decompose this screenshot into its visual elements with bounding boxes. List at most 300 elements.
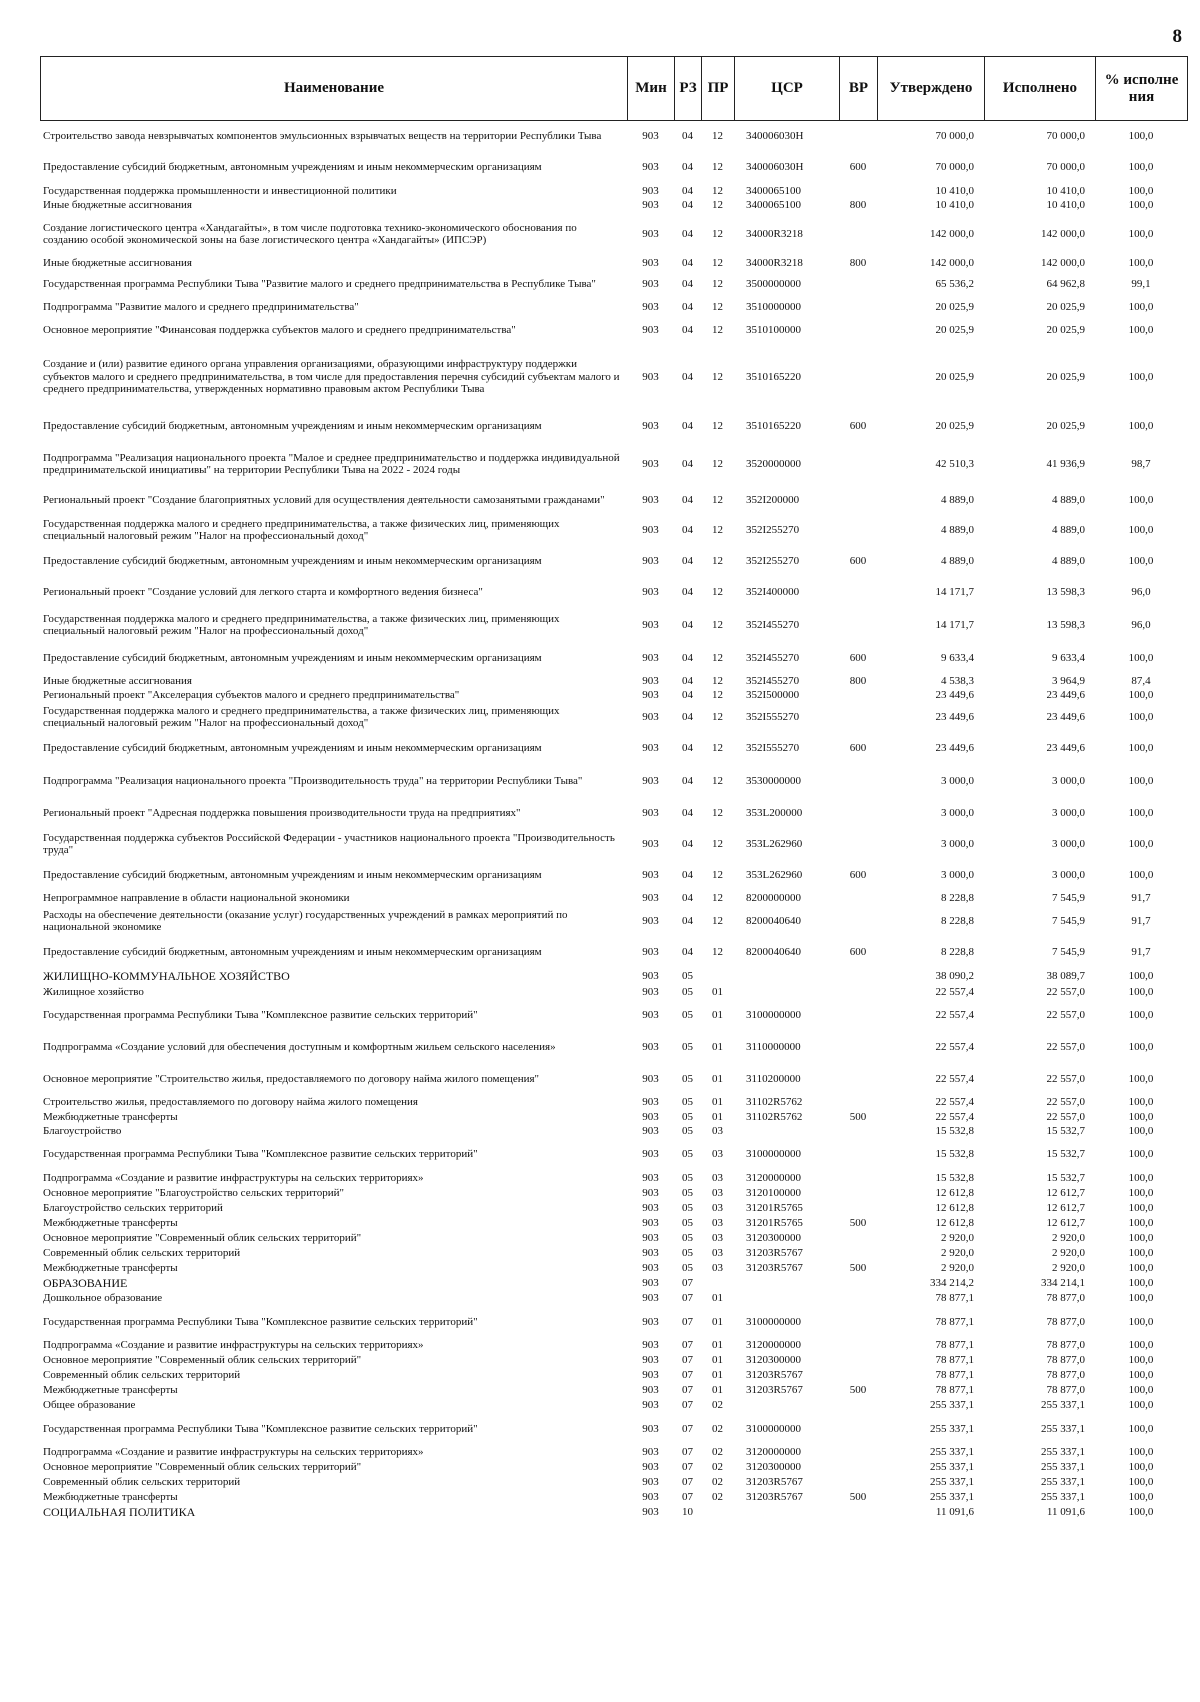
- row-name: Подпрограмма "Реализация национального проекта "Малое и среднее предпринимательство и поддержка индивидуальной предпринимательской инициативы" на территории Республики Тыва на 2022 - 2024 годы: [43, 451, 620, 476]
- table-row: [40, 642, 1187, 674]
- table-row: [40, 828, 1187, 860]
- row-rz: 04: [682, 457, 693, 470]
- row-percent: 91,7: [1131, 891, 1151, 904]
- row-csr: [734, 1276, 839, 1291]
- row-executed: 22 557,0: [1046, 1110, 1085, 1123]
- row-approved: 15 532,8: [935, 1124, 974, 1137]
- header-percent: % исполне ния: [1096, 57, 1188, 121]
- row-rz: 07: [682, 1354, 693, 1367]
- row-rz: 07: [682, 1422, 693, 1435]
- row-name: Основное мероприятие "Строительство жилья, предоставляемого по договору найма жилого помещения": [43, 1072, 540, 1085]
- table-row: [40, 486, 1187, 514]
- row-percent: 100,0: [1128, 1384, 1154, 1397]
- row-rz: 04: [682, 914, 693, 927]
- row-min: 903: [642, 419, 659, 432]
- header-rz: РЗ: [675, 57, 702, 121]
- row-name: Государственная программа Республики Тыва "Комплексное развитие сельских территорий": [43, 1315, 478, 1328]
- row-rz: 04: [682, 710, 693, 723]
- row-rz: 05: [682, 985, 693, 998]
- row-approved: 22 557,4: [935, 1008, 974, 1021]
- row-min: 903: [642, 1247, 659, 1260]
- row-rz: 04: [682, 651, 693, 664]
- row-pr: 12: [712, 741, 723, 754]
- row-pr: 03: [712, 1262, 723, 1275]
- row-vr: [839, 442, 877, 486]
- row-percent: 100,0: [1128, 1422, 1154, 1435]
- row-name: Основное мероприятие "Современный облик сельских территорий": [43, 1354, 362, 1367]
- row-min: 903: [642, 227, 659, 240]
- row-vr: [839, 1231, 877, 1246]
- row-min: 903: [642, 129, 659, 142]
- row-csr: 3520000000: [746, 457, 801, 470]
- row-vr: 800: [849, 198, 867, 211]
- row-percent: 100,0: [1128, 1008, 1154, 1021]
- row-min: 903: [642, 1072, 659, 1085]
- row-approved: 4 889,0: [941, 493, 974, 506]
- row-name: Государственная программа Республики Тыва "Комплексное развитие сельских территорий": [43, 1422, 478, 1435]
- row-rz: 04: [682, 323, 693, 336]
- row-name: Современный облик сельских территорий: [43, 1369, 241, 1382]
- row-rz: 05: [682, 1040, 693, 1053]
- row-executed: 4 889,0: [1052, 523, 1085, 536]
- row-vr: [839, 968, 877, 984]
- row-csr: 352I455270: [746, 651, 800, 664]
- row-vr: 600: [849, 741, 867, 754]
- row-percent: 100,0: [1128, 985, 1154, 998]
- row-executed: 22 557,0: [1046, 1040, 1085, 1053]
- row-percent: 100,0: [1128, 554, 1154, 567]
- row-approved: 142 000,0: [930, 227, 974, 240]
- row-pr: 12: [712, 323, 723, 336]
- table-row: [40, 732, 1187, 764]
- row-pr: 03: [712, 1202, 723, 1215]
- row-name: Государственная поддержка субъектов Российской Федерации - участников национального проекта "Производительность труда": [43, 831, 615, 856]
- row-pr: 02: [712, 1446, 723, 1459]
- row-approved: 2 920,0: [941, 1247, 974, 1260]
- row-executed: 255 337,1: [1041, 1422, 1085, 1435]
- row-min: 903: [642, 493, 659, 506]
- row-min: 903: [642, 1110, 659, 1123]
- table-row: [40, 1216, 1187, 1231]
- row-name: Подпрограмма «Создание и развитие инфраструктуры на сельских территориях»: [43, 1446, 424, 1459]
- row-min: 903: [642, 1277, 659, 1290]
- row-csr: 31102R5762: [746, 1110, 803, 1123]
- row-rz: 05: [682, 1072, 693, 1085]
- row-vr: [839, 514, 877, 546]
- row-executed: 2 920,0: [1052, 1262, 1085, 1275]
- row-pr: 12: [712, 674, 723, 687]
- row-percent: 100,0: [1128, 523, 1154, 536]
- row-executed: 4 889,0: [1052, 493, 1085, 506]
- row-vr: [839, 1338, 877, 1353]
- row-executed: 9 633,4: [1052, 651, 1085, 664]
- row-vr: 500: [849, 1491, 867, 1504]
- row-rz: 04: [682, 674, 693, 687]
- row-rz: 05: [682, 1202, 693, 1215]
- row-rz: 04: [682, 945, 693, 958]
- row-name: Государственная поддержка малого и среднего предпринимательства, а также физических лиц, применяющих специальный налоговый режим "Налог на профессиональный доход": [43, 704, 560, 729]
- row-pr: 12: [712, 688, 723, 701]
- row-vr: [839, 1030, 877, 1064]
- row-vr: [839, 1505, 877, 1520]
- row-vr: [839, 1094, 877, 1110]
- row-vr: 800: [849, 674, 867, 687]
- row-min: 903: [642, 1354, 659, 1367]
- row-pr: 01: [712, 1095, 723, 1108]
- row-name: Государственная поддержка малого и среднего предпринимательства, а также физических лиц, применяющих специальный налоговый режим "Налог на профессиональный доход": [43, 612, 560, 637]
- row-name: Государственная поддержка малого и среднего предпринимательства, а также физических лиц, применяющих специальный налоговый режим "Налог на профессиональный доход": [43, 517, 560, 542]
- row-rz: 05: [682, 1232, 693, 1245]
- row-min: 903: [642, 1171, 659, 1184]
- row-rz: 05: [682, 1124, 693, 1137]
- table-row: [40, 1246, 1187, 1261]
- row-pr: 12: [712, 493, 723, 506]
- row-vr: [839, 608, 877, 642]
- row-name: Подпрограмма «Создание и развитие инфраструктуры на сельских территориях»: [43, 1339, 424, 1352]
- row-name: ОБРАЗОВАНИЕ: [43, 1276, 128, 1291]
- row-min: 903: [642, 585, 659, 598]
- row-min: 903: [642, 184, 659, 197]
- row-name: Региональный проект "Создание условий для легкого старта и комфортного ведения бизнеса": [43, 585, 483, 598]
- table-row: [40, 1291, 1187, 1306]
- row-approved: 3 000,0: [941, 806, 974, 819]
- header-pr: ПР: [702, 57, 735, 121]
- budget-table: [40, 56, 1187, 1520]
- table-row: [40, 1000, 1187, 1030]
- row-percent: 100,0: [1128, 1277, 1154, 1290]
- row-min: 903: [642, 651, 659, 664]
- row-approved: 20 025,9: [935, 300, 974, 313]
- row-percent: 100,0: [1128, 1095, 1154, 1108]
- table-row: [40, 1490, 1187, 1505]
- row-name: Основное мероприятие "Благоустройство сельских территорий": [43, 1187, 344, 1200]
- row-csr: 31201R5765: [746, 1202, 803, 1215]
- row-min: 903: [642, 969, 659, 982]
- row-csr: 31203R5767: [746, 1476, 803, 1489]
- row-vr: 600: [849, 419, 867, 432]
- row-vr: [839, 1170, 877, 1186]
- row-executed: 255 337,1: [1041, 1446, 1085, 1459]
- row-min: 903: [642, 1187, 659, 1200]
- row-executed: 2 920,0: [1052, 1247, 1085, 1260]
- row-approved: 15 532,8: [935, 1171, 974, 1184]
- row-name: Предоставление субсидий бюджетным, автономным учреждениям и иным некоммерческим организациям: [43, 554, 542, 567]
- row-percent: 100,0: [1128, 1354, 1154, 1367]
- row-rz: 05: [682, 1110, 693, 1123]
- row-rz: 04: [682, 618, 693, 631]
- row-pr: 12: [712, 457, 723, 470]
- table-row: [40, 1445, 1187, 1460]
- row-name: Иные бюджетные ассигнования: [43, 256, 192, 269]
- row-vr: [839, 1124, 877, 1138]
- row-name: Расходы на обеспечение деятельности (оказание услуг) государственных учреждений в рамках мероприятий по национальной экономике: [43, 908, 568, 933]
- row-csr: 352I200000: [746, 493, 800, 506]
- row-rz: 05: [682, 1187, 693, 1200]
- row-min: 903: [642, 1040, 659, 1053]
- row-percent: 100,0: [1128, 184, 1154, 197]
- row-name: Строительство жилья, предоставляемого по договору найма жилого помещения: [43, 1095, 418, 1108]
- row-name: Иные бюджетные ассигнования: [43, 198, 192, 211]
- row-pr: 02: [712, 1399, 723, 1412]
- row-pr: 12: [712, 914, 723, 927]
- row-name: Непрограммное направление в области национальной экономики: [43, 891, 350, 904]
- row-percent: 100,0: [1128, 1040, 1154, 1053]
- table-row: [40, 1186, 1187, 1201]
- row-min: 903: [642, 277, 659, 290]
- row-executed: 20 025,9: [1046, 323, 1085, 336]
- row-vr: [839, 688, 877, 702]
- row-vr: [839, 1398, 877, 1413]
- table-row: [40, 1460, 1187, 1475]
- row-csr: 8200000000: [746, 891, 801, 904]
- row-name: Региональный проект "Создание благоприятных условий для осуществления деятельности самозанятыми гражданами": [43, 493, 605, 506]
- table-row: [40, 344, 1187, 410]
- table-row: [40, 674, 1187, 688]
- row-executed: 13 598,3: [1046, 585, 1085, 598]
- table-row: [40, 1231, 1187, 1246]
- row-csr: [734, 1505, 839, 1520]
- row-min: 903: [642, 1446, 659, 1459]
- table-row: [40, 1201, 1187, 1216]
- row-executed: 3 000,0: [1052, 774, 1085, 787]
- row-vr: [839, 798, 877, 828]
- row-vr: [839, 1291, 877, 1306]
- row-executed: 78 877,0: [1046, 1315, 1085, 1328]
- row-vr: [839, 1413, 877, 1445]
- row-name: Государственная поддержка промышленности и инвестиционной политики: [43, 184, 397, 197]
- row-rz: 04: [682, 300, 693, 313]
- row-pr: 12: [712, 651, 723, 664]
- row-approved: 255 337,1: [930, 1446, 974, 1459]
- row-csr: 3400065100: [746, 184, 801, 197]
- row-csr: 8200040640: [746, 914, 801, 927]
- row-approved: 22 557,4: [935, 1110, 974, 1123]
- row-vr: [839, 1000, 877, 1030]
- row-percent: 100,0: [1128, 198, 1154, 211]
- row-pr: 12: [712, 256, 723, 269]
- row-executed: 70 000,0: [1046, 161, 1085, 174]
- row-min: 903: [642, 1008, 659, 1021]
- row-approved: 11 091,6: [935, 1506, 974, 1519]
- row-pr: 03: [712, 1171, 723, 1184]
- row-executed: 12 612,7: [1046, 1187, 1085, 1200]
- table-row: [40, 1306, 1187, 1338]
- row-rz: 07: [682, 1399, 693, 1412]
- row-approved: 334 214,2: [930, 1277, 974, 1290]
- row-min: 903: [642, 945, 659, 958]
- row-executed: 64 962,8: [1046, 277, 1085, 290]
- row-pr: 12: [712, 184, 723, 197]
- row-rz: 04: [682, 868, 693, 881]
- row-rz: 04: [682, 419, 693, 432]
- row-percent: 100,0: [1128, 651, 1154, 664]
- row-executed: 23 449,6: [1046, 710, 1085, 723]
- table-row: [40, 198, 1187, 212]
- row-pr: 01: [712, 1292, 723, 1305]
- row-percent: 100,0: [1128, 688, 1154, 701]
- row-min: 903: [642, 891, 659, 904]
- row-percent: 100,0: [1128, 1147, 1154, 1160]
- row-rz: 07: [682, 1369, 693, 1382]
- row-csr: 353L200000: [746, 806, 803, 819]
- row-approved: 70 000,0: [935, 161, 974, 174]
- table-row: [40, 1398, 1187, 1413]
- row-name: Создание и (или) развитие единого органа управления организациями, образующими инфраструктуру поддержки субъектов малого и среднего предпринимательства, в том числе для предоставления перечня субсидий субъектам малого и среднего предпринимательства, утвержденных нормативно правовым актом Республики Тыва: [43, 358, 620, 396]
- row-vr: [839, 702, 877, 732]
- row-min: 903: [642, 1292, 659, 1305]
- row-pr: 12: [712, 618, 723, 631]
- row-rz: 05: [682, 969, 693, 982]
- row-vr: [839, 906, 877, 936]
- row-min: 903: [642, 1217, 659, 1230]
- row-percent: 91,7: [1131, 945, 1151, 958]
- row-vr: 600: [849, 554, 867, 567]
- row-rz: 04: [682, 184, 693, 197]
- row-vr: [839, 1445, 877, 1460]
- row-executed: 142 000,0: [1041, 256, 1085, 269]
- row-csr: 3110000000: [746, 1040, 801, 1053]
- row-name: Предоставление субсидий бюджетным, автономным учреждениям и иным некоммерческим организациям: [43, 868, 542, 881]
- row-percent: 100,0: [1128, 1315, 1154, 1328]
- row-percent: 100,0: [1128, 493, 1154, 506]
- row-min: 903: [642, 1315, 659, 1328]
- row-executed: 10 410,0: [1046, 184, 1085, 197]
- row-approved: 4 889,0: [941, 523, 974, 536]
- row-name: Создание логистического центра «Хандагайты», в том числе подготовка технико-экономического обоснования по созданию особой экономической зоны на базе логистического центра «Хандагайты» (ИПСЭР): [43, 221, 577, 246]
- row-executed: 41 936,9: [1046, 457, 1085, 470]
- row-min: 903: [642, 710, 659, 723]
- row-rz: 07: [682, 1491, 693, 1504]
- row-percent: 100,0: [1128, 1491, 1154, 1504]
- table-row: [40, 890, 1187, 906]
- row-approved: 70 000,0: [935, 129, 974, 142]
- row-executed: 22 557,0: [1046, 985, 1085, 998]
- table-header: [40, 56, 1188, 121]
- row-csr: 3530000000: [746, 774, 801, 787]
- row-rz: 07: [682, 1277, 693, 1290]
- row-approved: 65 536,2: [935, 277, 974, 290]
- row-min: 903: [642, 914, 659, 927]
- row-executed: 3 964,9: [1052, 674, 1085, 687]
- row-executed: 255 337,1: [1041, 1399, 1085, 1412]
- row-min: 903: [642, 1476, 659, 1489]
- row-csr: 352I455270: [746, 618, 800, 631]
- table-row: [40, 1353, 1187, 1368]
- table-row: [40, 298, 1187, 316]
- row-csr: 31203R5767: [746, 1491, 803, 1504]
- row-csr: 3120000000: [746, 1446, 801, 1459]
- row-csr: 3120000000: [746, 1339, 801, 1352]
- row-csr: 34000R3218: [746, 256, 803, 269]
- row-csr: 352I255270: [746, 554, 800, 567]
- row-percent: 100,0: [1128, 1506, 1154, 1519]
- row-pr: [701, 1276, 734, 1291]
- row-pr: 12: [712, 370, 723, 383]
- table-row: [40, 860, 1187, 890]
- header-min: Мин: [628, 57, 675, 121]
- row-executed: 7 545,9: [1052, 945, 1085, 958]
- row-executed: 78 877,0: [1046, 1369, 1085, 1382]
- row-approved: 22 557,4: [935, 1072, 974, 1085]
- row-rz: 07: [682, 1292, 693, 1305]
- row-pr: 12: [712, 227, 723, 240]
- row-vr: [839, 1064, 877, 1094]
- row-csr: [734, 984, 839, 1000]
- row-pr: 12: [712, 710, 723, 723]
- row-name: Межбюджетные трансферты: [43, 1217, 178, 1230]
- row-approved: 42 510,3: [935, 457, 974, 470]
- table-row: [40, 1383, 1187, 1398]
- row-min: 903: [642, 457, 659, 470]
- row-pr: [701, 968, 734, 984]
- row-approved: 78 877,1: [935, 1339, 974, 1352]
- row-name: Государственная программа Республики Тыва "Комплексное развитие сельских территорий": [43, 1147, 478, 1160]
- row-csr: 31201R5765: [746, 1217, 803, 1230]
- row-min: 903: [642, 1422, 659, 1435]
- row-approved: 255 337,1: [930, 1399, 974, 1412]
- row-csr: 8200040640: [746, 945, 801, 958]
- row-min: 903: [642, 1232, 659, 1245]
- row-vr: 600: [849, 868, 867, 881]
- table-body: [40, 121, 1187, 1520]
- row-min: 903: [642, 1461, 659, 1474]
- row-name: Государственная программа Республики Тыва "Комплексное развитие сельских территорий": [43, 1008, 478, 1021]
- row-vr: [839, 121, 877, 151]
- row-csr: 340006030Н: [746, 161, 804, 174]
- row-csr: 353L262960: [746, 868, 803, 881]
- row-percent: 100,0: [1128, 1446, 1154, 1459]
- row-executed: 255 337,1: [1041, 1491, 1085, 1504]
- row-executed: 23 449,6: [1046, 741, 1085, 754]
- table-row: [40, 984, 1187, 1000]
- row-csr: 3120100000: [746, 1187, 801, 1200]
- row-vr: [839, 764, 877, 798]
- row-percent: 100,0: [1128, 1171, 1154, 1184]
- row-rz: 05: [682, 1171, 693, 1184]
- row-pr: 01: [712, 1339, 723, 1352]
- row-approved: 38 090,2: [935, 969, 974, 982]
- row-csr: 31203R5767: [746, 1369, 803, 1382]
- row-approved: 78 877,1: [935, 1369, 974, 1382]
- row-executed: 3 000,0: [1052, 806, 1085, 819]
- row-approved: 15 532,8: [935, 1147, 974, 1160]
- row-percent: 100,0: [1128, 741, 1154, 754]
- row-name: Межбюджетные трансферты: [43, 1262, 178, 1275]
- table-row: [40, 1368, 1187, 1383]
- row-percent: 100,0: [1128, 161, 1154, 174]
- row-approved: 255 337,1: [930, 1491, 974, 1504]
- row-approved: 23 449,6: [935, 688, 974, 701]
- row-name: Предоставление субсидий бюджетным, автономным учреждениям и иным некоммерческим организациям: [43, 161, 542, 174]
- row-rz: 04: [682, 891, 693, 904]
- row-csr: 31203R5767: [746, 1384, 803, 1397]
- row-approved: 12 612,8: [935, 1217, 974, 1230]
- row-name: СОЦИАЛЬНАЯ ПОЛИТИКА: [43, 1505, 196, 1520]
- row-rz: 04: [682, 806, 693, 819]
- row-executed: 23 449,6: [1046, 688, 1085, 701]
- row-percent: 87,4: [1131, 674, 1151, 687]
- row-min: 903: [642, 774, 659, 787]
- row-min: 903: [642, 674, 659, 687]
- row-rz: 04: [682, 370, 693, 383]
- row-pr: 12: [712, 523, 723, 536]
- row-percent: 100,0: [1128, 419, 1154, 432]
- table-row: [40, 936, 1187, 968]
- row-min: 903: [642, 1262, 659, 1275]
- row-approved: 23 449,6: [935, 710, 974, 723]
- row-rz: 07: [682, 1461, 693, 1474]
- row-rz: 05: [682, 1217, 693, 1230]
